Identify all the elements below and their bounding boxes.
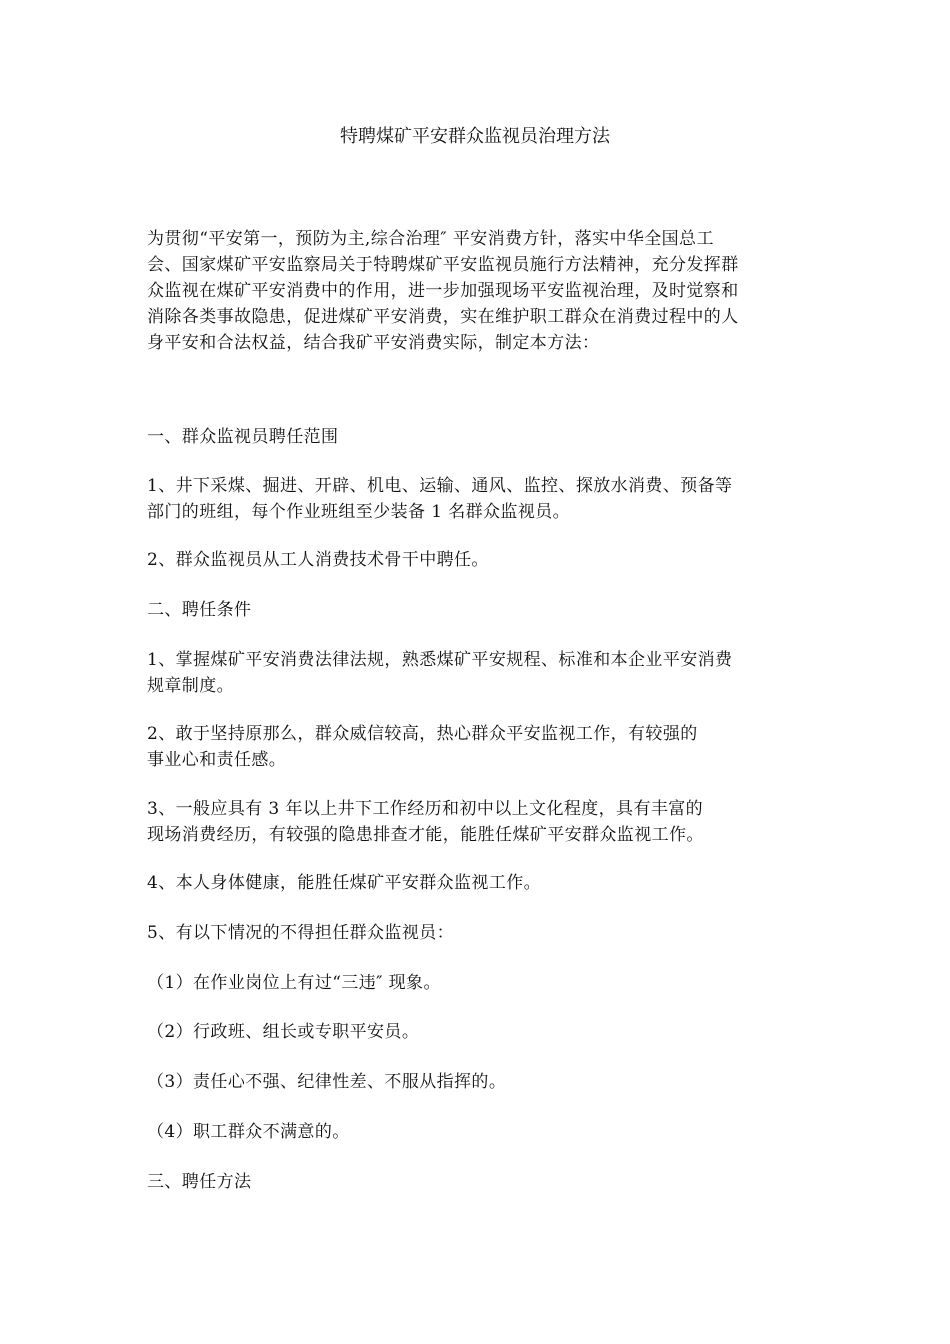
section3-heading: 三、聘任方法 <box>147 1172 252 1192</box>
paragraph-line: 1、井下采煤、掘进、开辟、机电、运输、通风、监控、探放水消费、预备等 <box>147 476 733 496</box>
paragraph-line: 3、一般应具有 3 年以上井下工作经历和初中以上文化程度，具有丰富的 <box>147 799 704 819</box>
s2-sub2-paragraph: （2）行政班、组长或专职平安员。 <box>147 1022 420 1042</box>
paragraph-line: 2、敢于坚持原那么，群众威信较高，热心群众平安监视工作，有较强的 <box>147 724 698 744</box>
paragraph-line: 1、掌握煤矿平安消费法律法规，熟悉煤矿平安规程、标准和本企业平安消费 <box>147 650 733 670</box>
s2-item5-paragraph: 5、有以下情况的不得担任群众监视员： <box>147 923 455 943</box>
intro-line: 会、国家煤矿平安监察局关于特聘煤矿平安监视员施行方法精神，充分发挥群 <box>147 255 739 275</box>
paragraph-line: 规章制度。 <box>147 676 234 696</box>
s1-item2-paragraph: 2、群众监视员从工人消费技术骨干中聘任。 <box>147 550 489 570</box>
section1-heading: 一、群众监视员聘任范围 <box>147 427 339 447</box>
paragraph-line: 事业心和责任感。 <box>147 750 287 770</box>
intro-line: 众监视在煤矿平安消费中的作用，进一步加强现场平安监视治理，及时觉察和 <box>147 281 739 301</box>
document-title: 特聘煤矿平安群众监视员治理方法 <box>340 126 610 147</box>
s2-item4-paragraph: 4、本人身体健康，能胜任煤矿平安群众监视工作。 <box>147 873 542 893</box>
s1-item1-paragraph <box>147 473 802 525</box>
section2-heading: 二、聘任条件 <box>147 600 252 620</box>
paragraph-line: 部门的班组，每个作业班组至少装备 1 名群众监视员。 <box>147 502 571 522</box>
intro-paragraph <box>147 226 802 356</box>
s2-sub3-paragraph: （3）责任心不强、纪律性差、不服从指挥的。 <box>147 1072 507 1092</box>
intro-line: 为贯彻“平安第一，预防为主,综合治理″ 平安消费方针，落实中华全国总工 <box>147 229 714 249</box>
s2-sub1-paragraph: （1）在作业岗位上有过“三违″ 现象。 <box>147 973 441 993</box>
s2-item3-paragraph <box>147 796 802 848</box>
s2-item2-paragraph <box>147 721 802 773</box>
intro-line: 消除各类事故隐患，促进煤矿平安消费，实在维护职工群众在消费过程中的人 <box>147 307 739 327</box>
s2-item1-paragraph <box>147 647 802 699</box>
s2-sub4-paragraph: （4）职工群众不满意的。 <box>147 1122 350 1142</box>
intro-line: 身平安和合法权益，结合我矿平安消费实际，制定本方法： <box>147 333 600 353</box>
paragraph-line: 现场消费经历，有较强的隐患排查才能，能胜任煤矿平安群众监视工作。 <box>147 825 704 845</box>
